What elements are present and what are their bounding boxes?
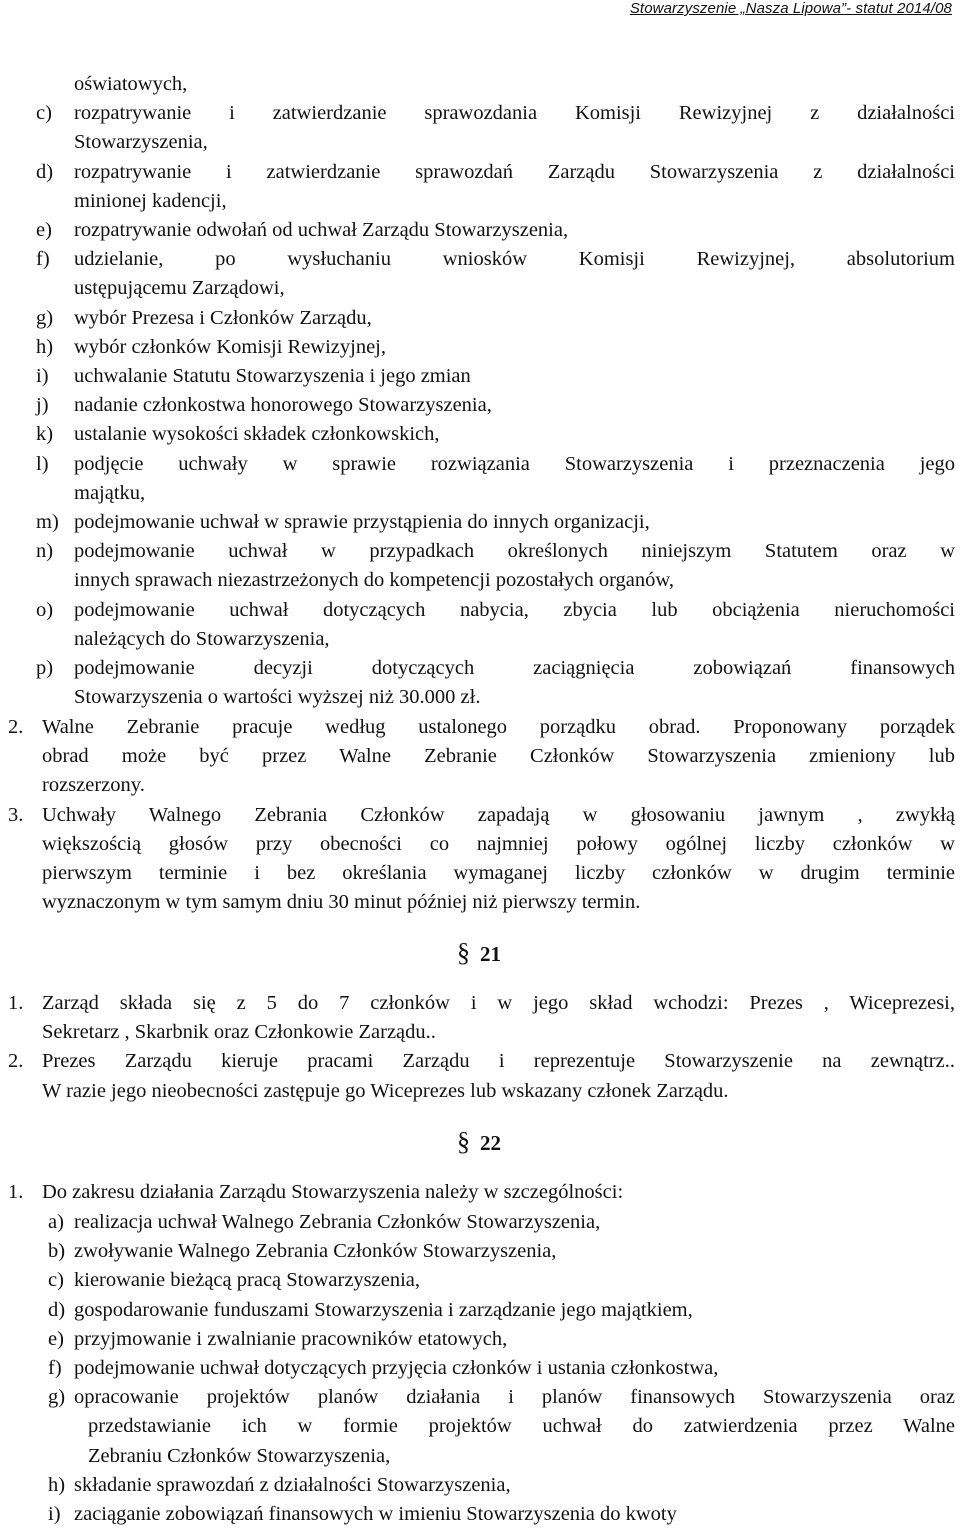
item-label: a) [48, 1211, 64, 1233]
text-line: realizacja uchwał Walnego Zebrania Członków Stowarzyszenia, [74, 1211, 601, 1233]
item-label: e) [36, 219, 52, 241]
text-line: zwoływanie Walnego Zebrania Członków Stowarzyszenia, [74, 1240, 557, 1263]
text-line: uchwalanie Statutu Stowarzyszenia i jego zmian [74, 365, 471, 387]
text-line: podejmowanie uchwał dotyczących nabycia, zbycia lub obciążenia nieruchomości [74, 598, 955, 621]
item-label: 1. [8, 992, 24, 1014]
item-label: k) [36, 423, 54, 446]
text-line: gospodarowanie funduszami Stowarzyszenia i zarządzanie jego majątkiem, [74, 1298, 693, 1321]
item-label: n) [36, 540, 54, 563]
text-line: Sekretarz , Skarbnik oraz Członkowie Zarządu.. [42, 1021, 436, 1044]
item-label: 3. [8, 803, 24, 826]
text-line: większością głosów przy obecności co najmniej połowy ogólnej liczby członków w [42, 832, 955, 855]
text-line: opracowanie projektów planów działania i planów finansowych Stowarzyszenia oraz [74, 1386, 955, 1409]
item-label: i) [36, 365, 49, 387]
text-line: Zarząd składa się z 5 do 7 członków i w jego skład wchodzi: Prezes , Wiceprezesi, [42, 992, 955, 1014]
text-line: Stowarzyszenia o wartości wyższej niż 30.000 zł. [74, 686, 481, 709]
text-line: rozszerzony. [42, 774, 145, 797]
page-header: Stowarzyszenie „Nasza Lipowa”- statut 2014/08 [629, 0, 952, 17]
text-line: innych sprawach niezastrzeżonych do kompetencji pozostałych organów, [74, 569, 674, 592]
text-line: wyznaczonym w tym samym dniu 30 minut później niż pierwszy termin. [42, 891, 641, 914]
text-line: oświatowych, [74, 73, 188, 95]
item-label: d) [48, 1298, 66, 1321]
text-line: rozpatrywanie odwołań od uchwał Zarządu Stowarzyszenia, [74, 219, 569, 241]
text-line: pierwszym terminie i bez określania wymaganej liczby członków w drugim terminie [42, 862, 955, 884]
text-line: zaciąganie zobowiązań finansowych w imieniu Stowarzyszenia do kwoty [74, 1503, 677, 1525]
section-number: 21 [480, 942, 501, 966]
text-line: przyjmowanie i zwalnianie pracowników etatowych, [74, 1327, 508, 1350]
text-line: składanie sprawozdań z działalności Stowarzyszenia, [74, 1473, 511, 1496]
item-label: m) [36, 511, 59, 533]
item-label: f) [36, 248, 50, 271]
text-line: kierowanie bieżącą pracą Stowarzyszenia, [74, 1269, 421, 1292]
text-line: Prezes Zarządu kieruje pracami Zarządu i reprezentuje Stowarzyszenie na zewnątrz.. [42, 1050, 955, 1073]
text-line: ustępującemu Zarządowi, [74, 277, 285, 300]
section-21-heading [457, 938, 501, 969]
text-line: ustalanie wysokości składek członkowskich, [74, 423, 440, 446]
text-line: Do zakresu działania Zarządu Stowarzyszenia należy w szczególności: [42, 1181, 624, 1203]
item-label: l) [36, 452, 49, 475]
section-symbol: § [457, 1127, 470, 1156]
item-label: b) [48, 1240, 66, 1263]
text-line: Uchwały Walnego Zebrania Członków zapadają w głosowaniu jawnym , zwykłą [42, 803, 955, 826]
item-label: c) [36, 102, 52, 125]
section-symbol: § [457, 938, 470, 967]
text-line: nadanie członkostwa honorowego Stowarzyszenia, [74, 394, 492, 417]
item-label: 2. [8, 716, 24, 738]
text-line: wybór Prezesa i Członków Zarządu, [74, 306, 372, 329]
text-line: W razie jego nieobecności zastępuje go Wiceprezes lub wskazany członek Zarządu. [42, 1079, 729, 1102]
text-line: minionej kadencji, [74, 189, 227, 212]
text-line: podejmowanie uchwał w przypadkach określonych niniejszym Statutem oraz w [74, 540, 955, 563]
text-line: podejmowanie uchwał w sprawie przystąpienia do innych organizacji, [74, 511, 650, 533]
item-label: d) [36, 160, 54, 183]
section-number: 22 [480, 1131, 501, 1155]
text-line: Walne Zebranie pracuje według ustalonego porządku obrad. Proponowany porządek [42, 716, 955, 738]
item-label: e) [48, 1327, 64, 1350]
item-label: g) [48, 1386, 66, 1409]
text-line: Zebraniu Członków Stowarzyszenia, [88, 1444, 391, 1467]
text-line: Stowarzyszenia, [74, 131, 208, 154]
item-label: j) [36, 394, 49, 417]
text-line: należących do Stowarzyszenia, [74, 627, 330, 650]
text-line: rozpatrywanie i zatwierdzanie sprawozdania Komisji Rewizyjnej z działalności [74, 102, 955, 125]
text-line: przedstawianie ich w formie projektów uchwał do zatwierdzenia przez Walne [88, 1415, 955, 1438]
item-label: f) [48, 1357, 62, 1379]
item-label: g) [36, 306, 54, 329]
section-22-heading [457, 1127, 501, 1158]
text-line: wybór członków Komisji Rewizyjnej, [74, 335, 387, 358]
text-line: podejmowanie uchwał dotyczących przyjęcia członków i ustania członkostwa, [74, 1357, 719, 1379]
item-label: c) [48, 1269, 64, 1292]
item-label: p) [36, 657, 54, 679]
text-line: podejmowanie decyzji dotyczących zaciągnięcia zobowiązań finansowych [74, 657, 955, 679]
item-label: h) [48, 1473, 66, 1496]
text-line: majątku, [74, 481, 146, 504]
item-label: i) [48, 1503, 61, 1525]
item-label: 1. [8, 1181, 24, 1203]
item-label: o) [36, 598, 54, 621]
text-line: rozpatrywanie i zatwierdzanie sprawozdań Zarządu Stowarzyszenia z działalności [74, 160, 955, 183]
text-line: podjęcie uchwały w sprawie rozwiązania Stowarzyszenia i przeznaczenia jego [74, 452, 955, 475]
text-line: udzielanie, po wysłuchaniu wniosków Komisji Rewizyjnej, absolutorium [74, 248, 955, 271]
text-line: obrad może być przez Walne Zebranie Członków Stowarzyszenia zmieniony lub [42, 745, 955, 768]
item-label: h) [36, 335, 54, 358]
item-label: 2. [8, 1050, 24, 1073]
